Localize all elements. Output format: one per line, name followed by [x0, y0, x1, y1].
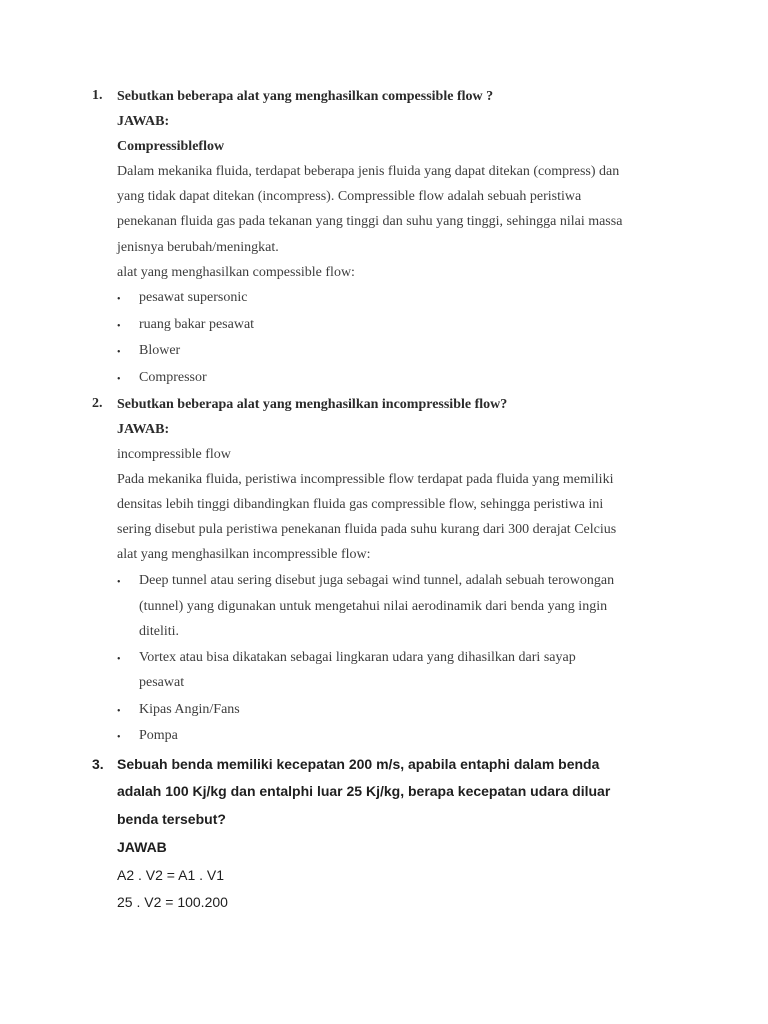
bullet-icon: •	[117, 321, 121, 332]
paragraph-line: densitas lebih tinggi dibandingkan fluida gas compressible flow, sehingga peristiwa ini	[117, 497, 604, 512]
paragraph-line: Dalam mekanika fluida, terdapat beberapa jenis fluida yang dapat ditekan (compress) dan	[117, 164, 620, 179]
list-item-line: pesawat	[139, 675, 185, 690]
question-number: 1.	[92, 88, 103, 103]
paragraph-line: jenisnya berubah/meningkat.	[117, 240, 279, 255]
equation-line: 25 . V2 = 100.200	[117, 894, 228, 910]
bullet-icon: •	[117, 374, 121, 385]
answer-label: JAWAB:	[117, 114, 170, 129]
answer-subtitle: Compressibleflow	[117, 139, 225, 154]
list-item-line: diteliti.	[139, 624, 180, 639]
question-text-line: Sebuah benda memiliki kecepatan 200 m/s, apabila entaphi dalam benda	[117, 756, 600, 772]
list-intro: alat yang menghasilkan incompressible flow:	[117, 547, 371, 562]
question-text-line: benda tersebut?	[117, 811, 226, 827]
answer-label: JAWAB	[117, 839, 167, 855]
bullet-icon: •	[117, 654, 121, 665]
list-item-line: Vortex atau bisa dikatakan sebagai lingkaran udara yang dihasilkan dari sayap	[139, 650, 576, 665]
paragraph-line: yang tidak dapat ditekan (incompress). Compressible flow adalah sebuah peristiwa	[117, 189, 582, 204]
equation-line: A2 . V2 = A1 . V1	[117, 867, 225, 883]
list-item: Pompa	[139, 728, 178, 743]
list-intro: alat yang menghasilkan compessible flow:	[117, 265, 355, 280]
answer-label: JAWAB:	[117, 422, 170, 437]
bullet-icon: •	[117, 294, 121, 305]
list-item-line: Deep tunnel atau sering disebut juga sebagai wind tunnel, adalah sebuah terowongan	[139, 573, 615, 588]
list-item: ruang bakar pesawat	[139, 317, 255, 332]
question-text: Sebutkan beberapa alat yang menghasilkan incompressible flow?	[117, 397, 508, 412]
question-text: Sebutkan beberapa alat yang menghasilkan compessible flow ?	[117, 89, 494, 104]
question-text-line: adalah 100 Kj/kg dan entalphi luar 25 Kj/kg, berapa kecepatan udara diluar	[117, 783, 611, 799]
bullet-icon: •	[117, 347, 121, 358]
list-item: Kipas Angin/Fans	[139, 702, 240, 717]
list-item: Blower	[139, 343, 181, 358]
list-item: Compressor	[139, 370, 207, 385]
paragraph-line: penekanan fluida gas pada tekanan yang tinggi dan suhu yang tinggi, sehingga nilai massa	[117, 214, 623, 229]
bullet-icon: •	[117, 577, 121, 588]
paragraph-line: Pada mekanika fluida, peristiwa incompressible flow terdapat pada fluida yang memiliki	[117, 472, 614, 487]
paragraph-line: sering disebut pula peristiwa penekanan fluida pada suhu kurang dari 300 derajat Celcius	[117, 522, 617, 537]
answer-subtitle: incompressible flow	[117, 447, 231, 462]
bullet-icon: •	[117, 706, 121, 717]
list-item-line: (tunnel) yang digunakan untuk mengetahui nilai aerodinamik dari benda yang ingin	[139, 599, 608, 614]
list-item: pesawat supersonic	[139, 290, 248, 305]
question-number: 3.	[92, 756, 104, 772]
bullet-icon: •	[117, 732, 121, 743]
question-number: 2.	[92, 396, 103, 411]
